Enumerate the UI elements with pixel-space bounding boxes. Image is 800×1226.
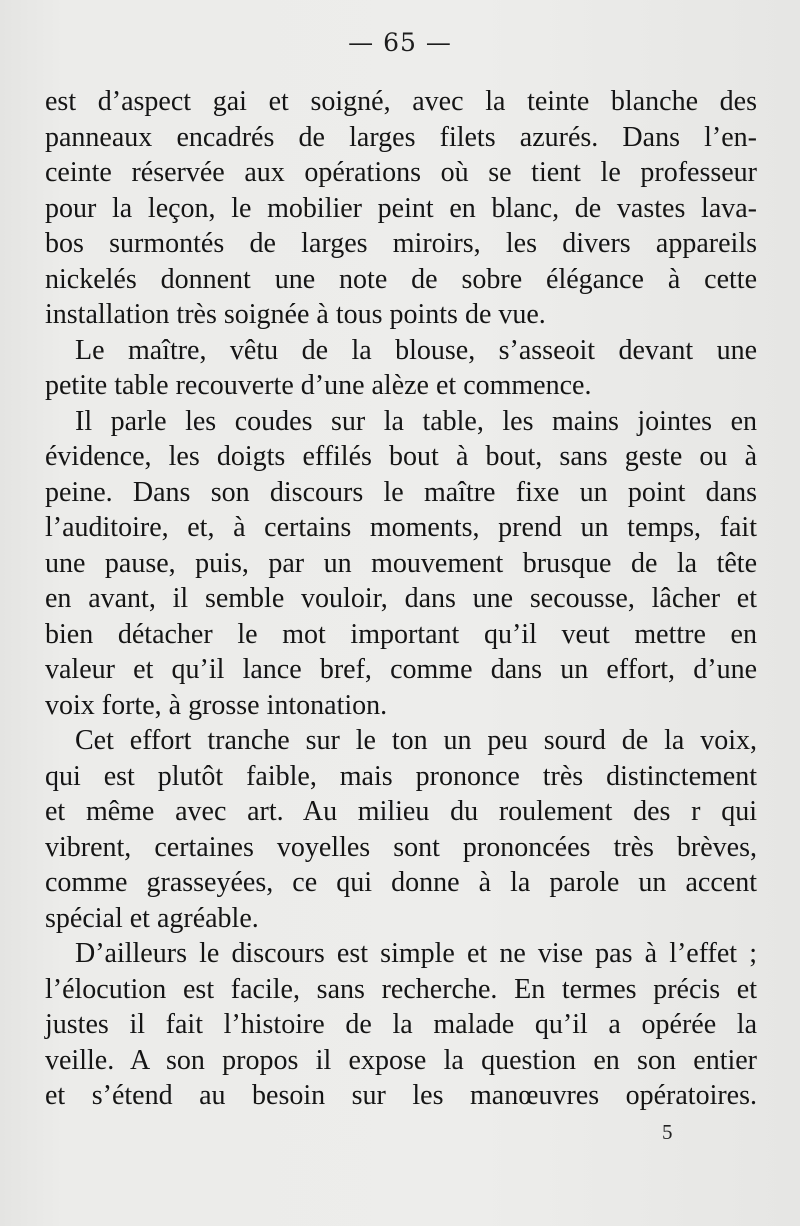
text-line: ceinte réservée aux opérations où se tient le professeur — [45, 157, 757, 188]
text-line: spécial et agréable. — [45, 902, 259, 934]
text-line: voix forte, à grosse intonation. — [45, 689, 388, 721]
text-line: bos surmontés de larges miroirs, les divers appareils — [45, 228, 757, 259]
text-line: l’auditoire, et, à certains moments, prend un temps, fait — [45, 512, 757, 543]
text-line: D’ailleurs le discours est simple et ne vise pas à l’effet ; — [75, 938, 757, 969]
text-line: valeur et qu’il lance bref, comme dans un effort, d’une — [45, 654, 757, 685]
page-number: — 65 — — [348, 28, 452, 57]
text-line: évidence, les doigts effilés bout à bout, sans geste ou à — [45, 441, 757, 472]
text-line: nickelés donnent une note de sobre élégance à cette — [45, 263, 757, 295]
text-line: petite table recouverte d’une alèze et commence. — [45, 370, 592, 401]
text-line: est d’aspect gai et soigné, avec la teinte blanche des — [45, 86, 757, 117]
text-line: et même avec art. Au milieu du roulement des r qui — [45, 796, 757, 827]
text-line: comme grasseyées, ce qui donne à la parole un accent — [45, 867, 757, 898]
text-line: en avant, il semble vouloir, dans une secousse, lâcher et — [45, 583, 757, 614]
text-line: et s’étend au besoin sur les manœuvres opératoires. — [45, 1080, 757, 1111]
text-line: Il parle les coudes sur la table, les mains jointes en — [75, 405, 757, 437]
text-line: peine. Dans son discours le maître fixe un point dans — [45, 476, 757, 508]
text-line: installation très soignée à tous points de vue. — [45, 299, 546, 330]
text-line: vibrent, certaines voyelles sont prononcées très brèves, — [45, 831, 757, 863]
text-line: pour la leçon, le mobilier peint en blanc, de vastes lava- — [45, 192, 757, 224]
body-text — [45, 84, 757, 1114]
text-line: bien détacher le mot important qu’il veut mettre en — [45, 618, 757, 650]
text-line: une pause, puis, par un mouvement brusque de la tête — [45, 547, 757, 579]
text-line: l’élocution est facile, sans recherche. En termes précis et — [45, 973, 757, 1005]
signature-mark: 5 — [662, 1120, 673, 1144]
text-line: qui est plutôt faible, mais prononce très distinctement — [45, 760, 757, 792]
text-line: Cet effort tranche sur le ton un peu sourd de la voix, — [75, 725, 757, 756]
text-line: panneaux encadrés de larges filets azurés. Dans l’en- — [45, 121, 757, 153]
text-line: veille. A son propos il expose la question en son entier — [45, 1044, 757, 1076]
text-line: Le maître, vêtu de la blouse, s’asseoit devant une — [75, 334, 757, 366]
text-line: justes il fait l’histoire de la malade qu’il a opérée la — [45, 1009, 757, 1040]
